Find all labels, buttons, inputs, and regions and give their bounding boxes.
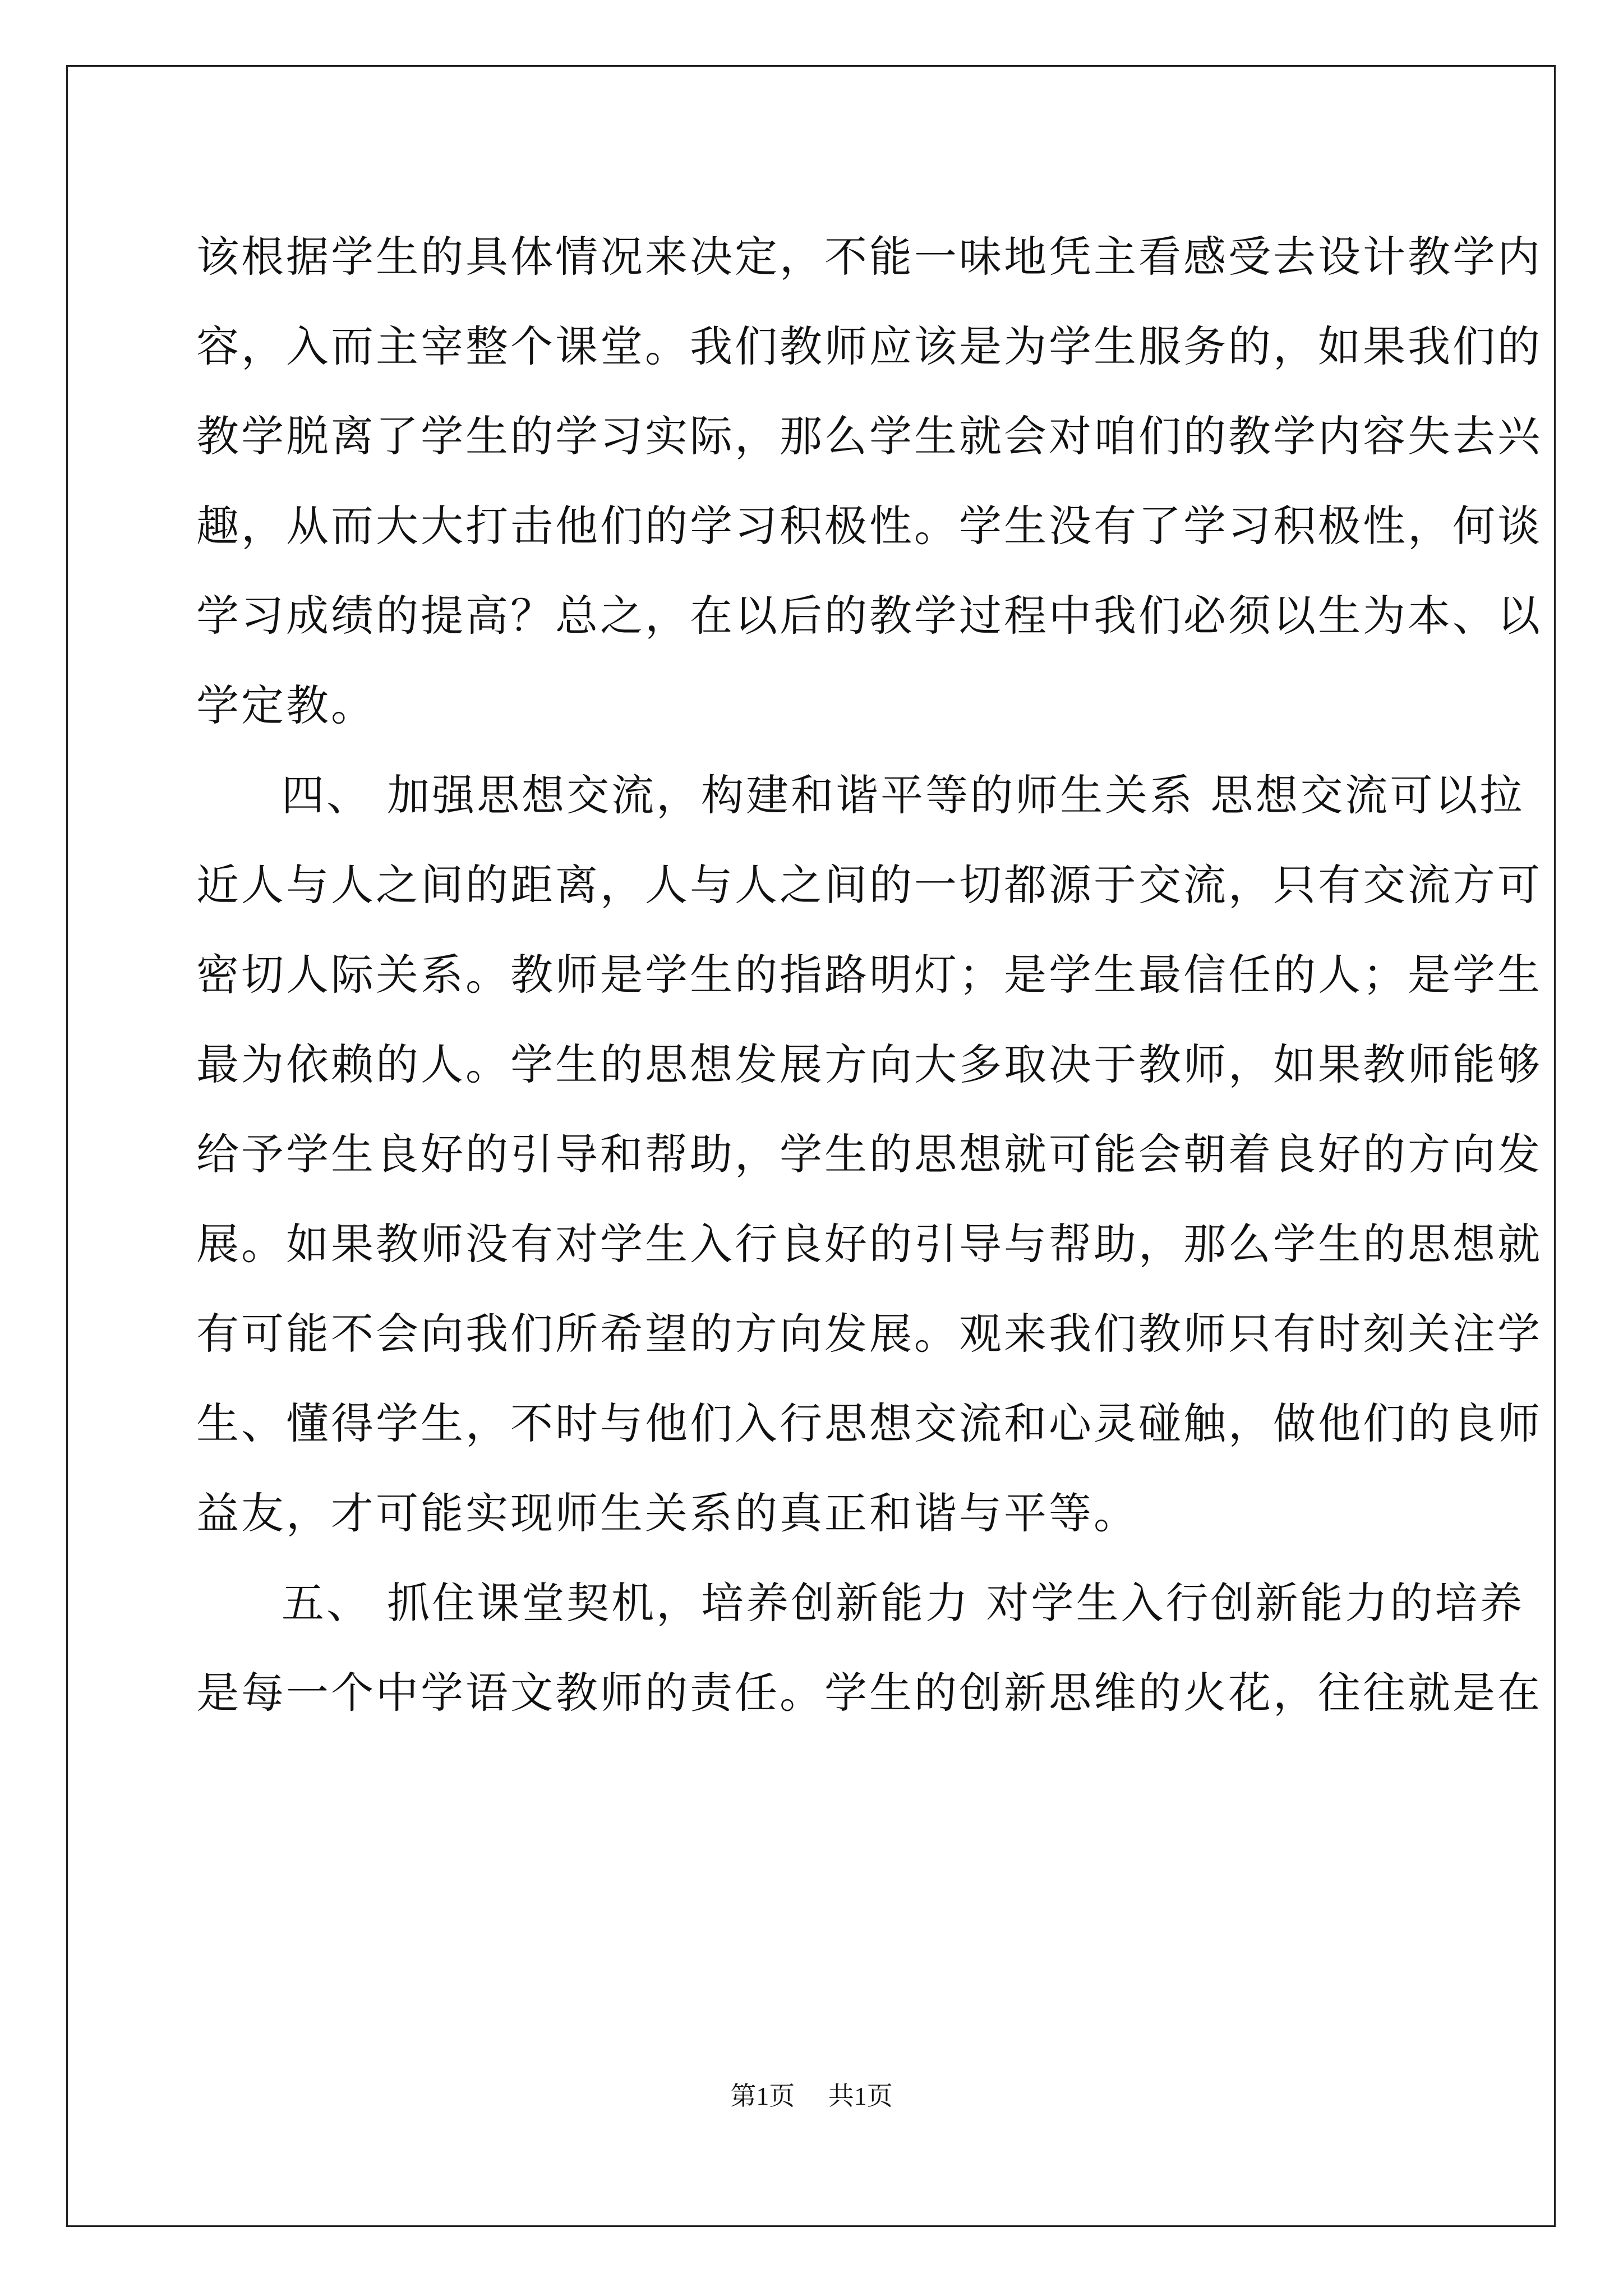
text-line: 近人与人之间的距离，人与人之间的一切都源于交流，只有交流方可 xyxy=(196,860,1542,910)
text-line: 趣，从而大大打击他们的学习积极性。学生没有了学习积极性，何谈 xyxy=(196,501,1542,551)
text-line: 教学脱离了学生的学习实际，那么学生就会对咱们的教学内容失去兴 xyxy=(196,411,1542,461)
text-line: 最为依赖的人。学生的思想发展方向大多取决于教师，如果教师能够 xyxy=(196,1039,1542,1089)
text-line: 有可能不会向我们所希望的方向发展。观来我们教师只有时刻关注学 xyxy=(196,1309,1542,1359)
page-number: 第1页 xyxy=(730,2082,795,2110)
text-line: 学定教。 xyxy=(196,680,376,730)
text-line: 该根据学生的具体情况来决定，不能一味地凭主看感受去设计教学内 xyxy=(196,232,1542,282)
text-line: 给予学生良好的引导和帮助，学生的思想就可能会朝着良好的方向发 xyxy=(196,1129,1542,1179)
page-footer xyxy=(0,2076,1623,2113)
page-total: 共1页 xyxy=(828,2082,893,2110)
text-line: 密切人际关系。教师是学生的指路明灯；是学生最信任的人；是学生 xyxy=(196,950,1542,1000)
text-line: 展。如果教师没有对学生入行良好的引导与帮助，那么学生的思想就 xyxy=(196,1219,1542,1269)
text-line: 生、懂得学生，不时与他们入行思想交流和心灵碰触，做他们的良师 xyxy=(196,1398,1542,1448)
section-heading-line: 五、 抓住课堂契机，培养创新能力 对学生入行创新能力的培养 xyxy=(282,1578,1525,1628)
text-line: 容，入而主宰整个课堂。我们教师应该是为学生服务的，如果我们的 xyxy=(196,321,1542,371)
section-heading-line: 四、 加强思想交流，构建和谐平等的师生关系 思想交流可以拉 xyxy=(282,770,1525,820)
text-line: 益友，才可能实现师生关系的真正和谐与平等。 xyxy=(196,1488,1138,1538)
text-line: 学习成绩的提高？总之，在以后的教学过程中我们必须以生为本、以 xyxy=(196,591,1542,641)
document-body xyxy=(196,212,1542,1738)
text-line: 是每一个中学语文教师的责任。学生的创新思维的火花，往往就是在 xyxy=(196,1668,1542,1718)
